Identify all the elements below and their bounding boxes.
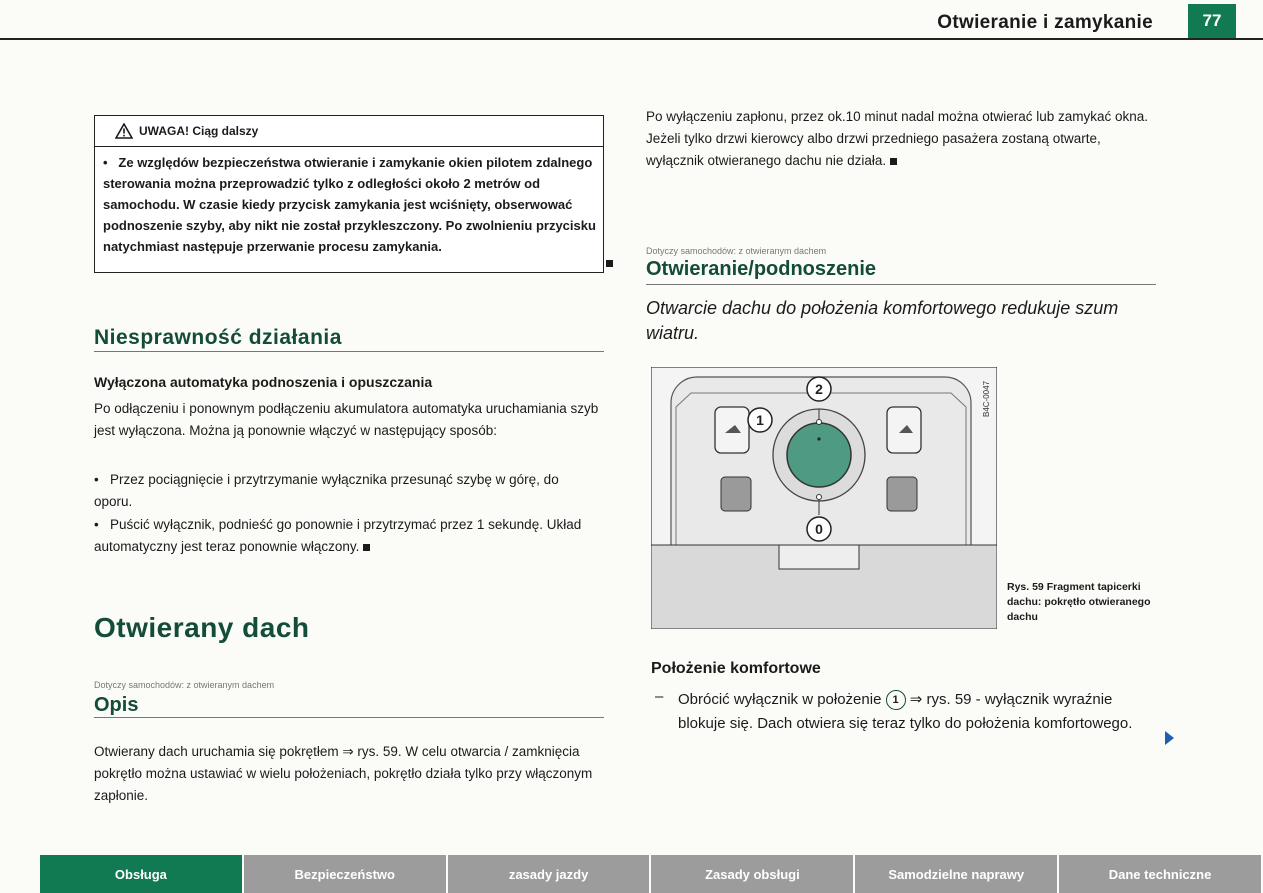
warning-body: Ze względów bezpieczeństwa otwieranie i zamykanie okien pilotem zdalnego sterowania można przeprowadzić tylko z odległości około 2 metrów od samochodu. W czasie kiedy przycisk zamykania jest wciśnięty, obserwować podnoszenie szyby, aby nikt nie został przykleszczony. Po zwolnieniu przycisku natychmiast następuje przerwanie procesu zamykania. [103, 155, 596, 254]
end-of-section-icon [890, 158, 897, 165]
continue-arrow-icon [1165, 731, 1174, 745]
heading-rule [646, 284, 1156, 285]
heading-otwierany-dach: Otwierany dach [94, 612, 310, 643]
end-of-section-icon [606, 255, 613, 273]
tab-bezpieczenstwo[interactable]: Bezpieczeństwo [244, 855, 446, 893]
step-komfort [678, 688, 1148, 736]
bullet-icon: • [94, 472, 99, 487]
applicability-note: Dotyczy samochodów: z otwieranym dachem [646, 246, 827, 256]
end-of-section-icon [363, 544, 370, 551]
warning-title: UWAGA! Ciąg dalszy [139, 124, 259, 138]
paragraph-wylaczona: Po odłączeniu i ponownym podłączeniu akumulatora automatyka uruchamiania szyb jest wyłączona. Można ją ponownie włączyć w następujący sposób: [94, 401, 599, 438]
reading-lamp-right [887, 477, 917, 511]
warning-header [95, 116, 603, 147]
figure-label-0: 0 [815, 521, 823, 537]
step-dash: – [655, 688, 664, 705]
heading-rule [94, 717, 604, 718]
paragraph-zaplon [646, 106, 1156, 172]
warning-bullet: • [103, 155, 108, 170]
reading-lamp-left [721, 477, 751, 511]
intro-text: Otwarcie dachu do położenia komfortowego redukuje szum wiatru. [646, 298, 1119, 343]
tab-samodzielne-naprawy[interactable]: Samodzielne naprawy [855, 855, 1057, 893]
tab-dane-techniczne[interactable]: Dane techniczne [1059, 855, 1261, 893]
list-item [94, 514, 599, 558]
tab-obsluga[interactable]: Obsługa [40, 855, 242, 893]
heading-otwieranie-podnoszenie: Otwieranie/podnoszenie [646, 258, 877, 280]
applicability-note: Dotyczy samochodów: z otwieranym dachem [94, 680, 275, 690]
figure-caption: Rys. 59 Fragment tapicerki dachu: pokrętło otwieranego dachu [1007, 581, 1151, 623]
sunroof-rotary-knob [787, 423, 851, 487]
heading-wylaczona-automatyka: Wyłączona automatyka podnoszenia i opuszczania [94, 374, 433, 390]
list-item-text: Puścić wyłącznik, podnieść go ponownie i przytrzymać przez 1 sekundę. Układ automatyczny jest teraz ponownie włączony. [94, 517, 582, 554]
warning-text [103, 152, 597, 257]
figure-sunroof-switch [651, 367, 997, 629]
warning-triangle-icon [115, 123, 133, 139]
warning-box [94, 115, 604, 273]
figure-label-2: 2 [815, 381, 823, 397]
list-item-text: Przez pociągnięcie i przytrzymanie wyłącznika przesunąć szybę w górę, do oporu. [94, 472, 559, 509]
heading-rule [94, 351, 604, 352]
position-1-badge: 1 [886, 690, 906, 710]
heading-niesprawnosc: Niesprawność działania [94, 326, 342, 349]
paragraph-opis: Otwierany dach uruchamia się pokrętłem ⇒ rys. 59. W celu otwarcia / zamknięcia pokrętło można ustawiać w wielu położeniach, pokrętło działa tylko przy włączonym zapłonie. [94, 744, 593, 803]
footer-section-tabs [40, 855, 1263, 893]
page-header-title: Otwieranie i zamykanie [937, 12, 1153, 33]
figure-label-1: 1 [756, 412, 764, 428]
page-number: 77 [1188, 4, 1236, 38]
paragraph-zaplon-text: Po wyłączeniu zapłonu, przez ok.10 minut nadal można otwierać lub zamykać okna. Jeżeli tylko drzwi kierowcy albo drzwi przedniego pasażera zostaną otwarte, wyłącznik otwieranego dachu nie działa. [646, 109, 1149, 168]
step-text-post: ⇒ rys. 59 - wyłącznik wyraźnie blokuje się. Dach otwiera się teraz tylko do położenia komfortowego. [678, 691, 1133, 732]
tab-zasady-obslugi[interactable]: Zasady obsługi [651, 855, 853, 893]
header-rule [0, 38, 1263, 40]
list-item [94, 469, 599, 513]
bullet-icon: • [94, 517, 99, 532]
heading-polozenie-komfortowe: Położenie komfortowe [651, 660, 821, 677]
step-text-pre: Obrócić wyłącznik w położenie [678, 691, 882, 708]
tab-zasady-jazdy[interactable]: zasady jazdy [448, 855, 650, 893]
heading-opis: Opis [94, 694, 139, 716]
figure-code: B4C-0047 [982, 380, 991, 417]
